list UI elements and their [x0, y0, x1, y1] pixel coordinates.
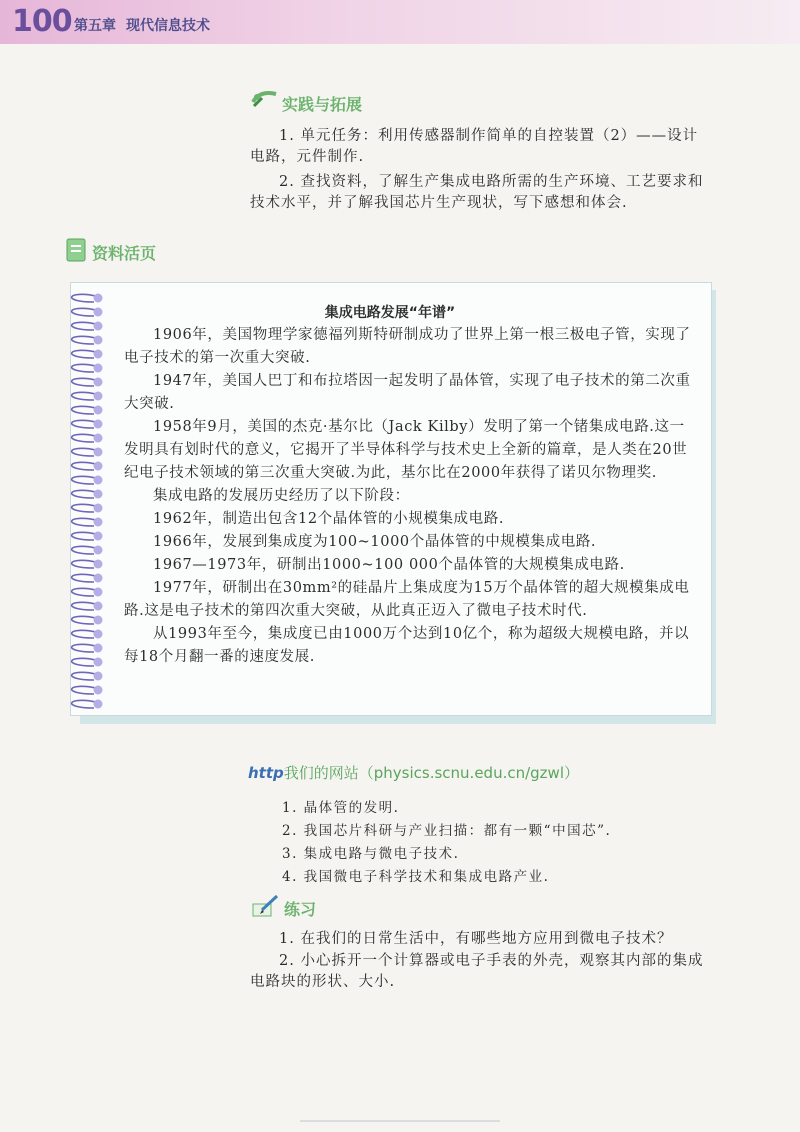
practice-item-2: 2. 查找资料，了解生产集成电路所需的生产环境、工艺要求和技术水平，并了解我国芯片生产现状，写下感想和体会.: [250, 174, 704, 211]
website-heading: [248, 762, 579, 783]
website-item-3: 3. 集成电路与微电子技术.: [282, 846, 460, 862]
spiral-binding: [58, 288, 108, 718]
card-paragraph: 1967—1973年，研制出1000~100 000个晶体管的大规模集成电路.: [153, 557, 625, 573]
practice-item-1: 1. 单元任务：利用传感器制作简单的自控装置（2）——设计电路，元件制作.: [250, 128, 699, 165]
card-title: 集成电路发展“年谱”: [324, 305, 456, 321]
page-number: 100: [12, 4, 72, 39]
card-paragraph: 1947年，美国人巴丁和布拉塔因一起发明了晶体管，实现了电子技术的第二次重大突破.: [124, 373, 691, 412]
exercise-item-2: 2. 小心拆开一个计算器或电子手表的外壳，观察其内部的集成电路块的形状、大小.: [250, 953, 704, 990]
exercise-heading: 练习: [284, 900, 317, 919]
card-paragraph: 从1993年至今，集成度已由1000万个达到10亿个，称为超级大规模电路，并以每18个月翻一番的速度发展.: [124, 626, 690, 665]
card-body: [124, 324, 694, 669]
chapter-number: 第五章: [74, 18, 116, 34]
card-paragraph: 1966年，发展到集成度为100~1000个晶体管的中规模集成电路.: [153, 534, 597, 550]
website-title: 我们的网站（physics.scnu.edu.cn/gzwl）: [283, 764, 579, 782]
card-paragraph: 集成电路的发展历史经历了以下阶段：: [153, 488, 410, 504]
chapter-title: 现代信息技术: [126, 18, 210, 34]
notebook-icon: [66, 238, 86, 262]
website-item-1: 1. 晶体管的发明.: [282, 800, 400, 816]
resource-heading: 资料活页: [92, 244, 157, 263]
exercise-item-1: 1. 在我们的日常生活中，有哪些地方应用到微电子技术？: [279, 931, 673, 947]
page-header: [0, 0, 800, 44]
http-logo: http: [248, 764, 284, 782]
card-paragraph: 1977年，研制出在30mm²的硅晶片上集成度为15万个晶体管的超大规模集成电路.这是电子技术的第四次重大突破，从此真正迈入了微电子技术时代.: [124, 580, 690, 619]
website-item-4: 4. 我国微电子科学技术和集成电路产业.: [282, 869, 550, 885]
card-paragraph: 1958年9月，美国的杰克·基尔比（Jack Kilby）发明了第一个锗集成电路.这一发明具有划时代的意义，它揭开了半导体科学与技术史上全新的篇章，是人类在20世纪电子技术领域的第三次重大突破.为此，基尔比在2000年获得了诺贝尔物理奖.: [124, 419, 688, 481]
chapter-label: [74, 15, 220, 35]
card-paragraph: 1906年，美国物理学家德福列斯特研制成功了世界上第一根三极电子管，实现了电子技术的第一次重大突破.: [124, 327, 691, 366]
website-item-2: 2. 我国芯片科研与产业扫描：都有一颗“中国芯”.: [282, 823, 612, 839]
footer-mark: [300, 1120, 500, 1122]
practice-heading: 实践与拓展: [282, 95, 363, 114]
pen-paper-icon: [250, 894, 280, 918]
card-paragraph: 1962年，制造出包含12个晶体管的小规模集成电路.: [153, 511, 505, 527]
pencil-arrow-icon: [250, 88, 280, 110]
